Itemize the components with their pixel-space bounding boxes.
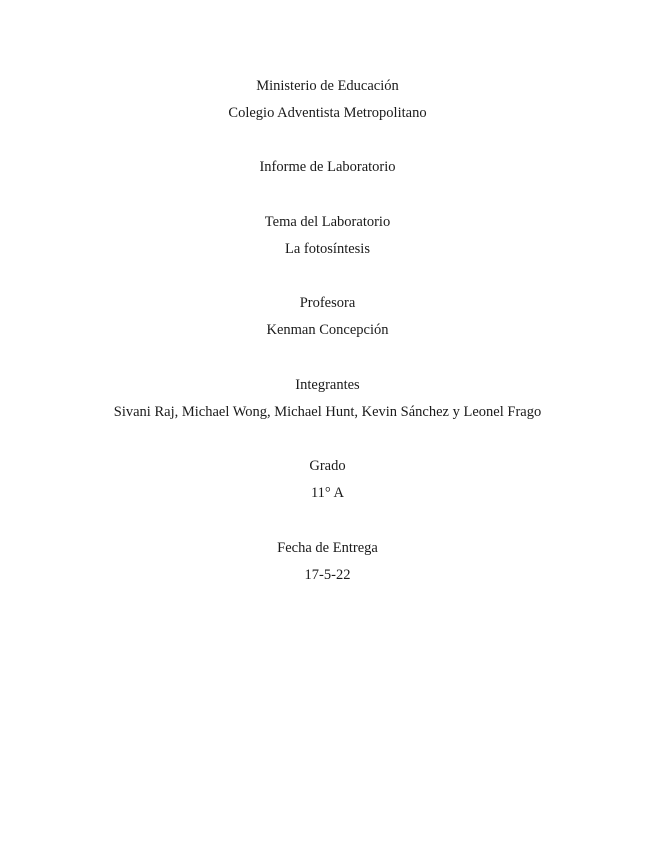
school-name: Colegio Adventista Metropolitano [228, 105, 427, 121]
members-label: Integrantes [295, 377, 360, 393]
due-date-value: 17-5-22 [304, 567, 351, 583]
topic-value: La fotosíntesis [285, 241, 370, 257]
topic-label: Tema del Laboratorio [264, 214, 391, 230]
members-list: Sivani Raj, Michael Wong, Michael Hunt, Kevin Sánchez y Leonel Frago [113, 404, 542, 420]
due-date-label: Fecha de Entrega [277, 540, 378, 556]
teacher-name: Kenman Concepción [266, 322, 389, 338]
report-title: Informe de Laboratorio [259, 159, 396, 175]
ministry-line: Ministerio de Educación [256, 78, 399, 94]
grade-value: 11° A [310, 485, 345, 501]
grade-label: Grado [309, 458, 346, 474]
teacher-label: Profesora [299, 295, 356, 311]
